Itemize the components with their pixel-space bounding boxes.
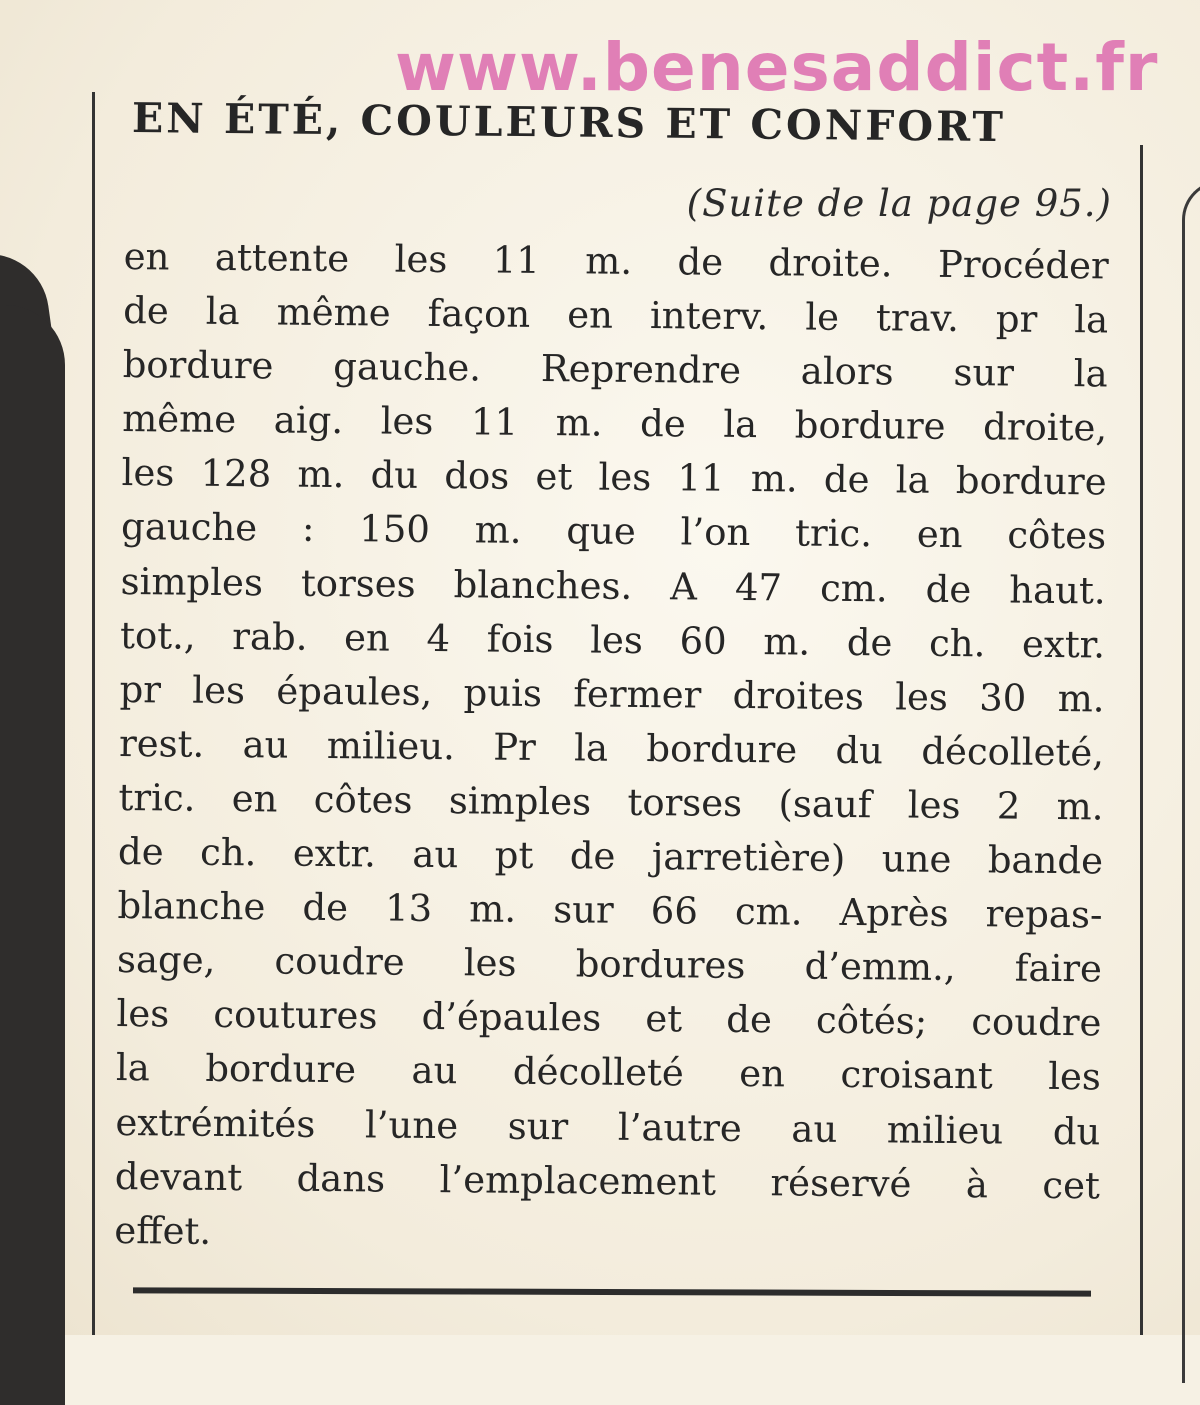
column-border-right xyxy=(1140,145,1143,1335)
column-border-left xyxy=(92,92,95,1335)
body-line: tric. en côtes simples torses (sauf les 2 m. xyxy=(118,775,1104,829)
adjacent-illustration xyxy=(0,305,65,1405)
body-line: de la même façon en interv. le trav. pr la xyxy=(123,289,1109,342)
body-line-last: effet. xyxy=(114,1208,212,1253)
body-line: simples torses blanches. A 47 cm. de haut. xyxy=(120,559,1106,613)
body-line: la bordure au décolleté en croisant les xyxy=(115,1046,1102,1099)
article-body xyxy=(114,230,1109,1267)
continuation-note: (Suite de la page 95.) xyxy=(686,182,1112,225)
site-watermark: www.benesaddict.fr xyxy=(395,29,1159,106)
article-title: EN ÉTÉ, COULEURS ET CONFORT xyxy=(131,94,1007,152)
body-line: de ch. extr. au pt de jarretière) une bande xyxy=(117,830,1104,883)
body-line: rest. au milieu. Pr la bordure du décolleté, xyxy=(118,721,1105,775)
body-line: les coutures d’épaules et de côtés; coudre xyxy=(116,992,1102,1045)
body-line: même aig. les 11 m. de la bordure droite, xyxy=(121,397,1108,450)
body-line: bordure gauche. Reprendre alors sur la xyxy=(122,343,1108,396)
body-line: extrémités l’une sur l’autre au milieu du xyxy=(115,1100,1101,1153)
adjacent-column-frame xyxy=(1182,180,1200,1383)
body-line: sage, coudre les bordures d’emm., faire xyxy=(116,938,1103,991)
body-line: blanche de 13 m. sur 66 cm. Après repas- xyxy=(117,884,1103,937)
body-line: gauche : 150 m. que l’on tric. en côtes xyxy=(120,505,1107,558)
body-line: les 128 m. du dos et les 11 m. de la bordure xyxy=(121,451,1107,504)
body-line: pr les épaules, puis fermer droites les 30 m. xyxy=(119,667,1105,721)
body-line: devant dans l’emplacement réservé à cet xyxy=(114,1154,1101,1208)
body-line: en attente les 11 m. de droite. Procéder xyxy=(123,234,1109,288)
body-line: tot., rab. en 4 fois les 60 m. de ch. extr. xyxy=(119,613,1106,667)
